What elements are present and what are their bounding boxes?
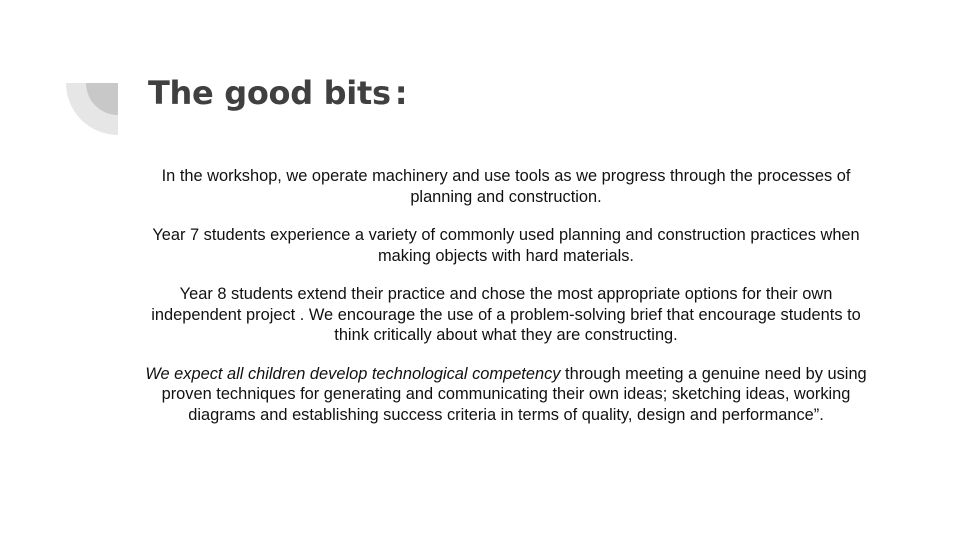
expectation-italic: We expect all children develop technological competency: [145, 364, 561, 383]
corner-arc-decoration: [66, 83, 118, 135]
slide-title-text: The good bits: [148, 74, 391, 112]
paragraph-expectations: [140, 364, 872, 426]
slide-title-colon: :: [394, 74, 408, 112]
paragraph-workshop: In the workshop, we operate machinery and use tools as we progress through the processes of planning and construction.: [161, 167, 851, 206]
slide-title: [148, 74, 407, 112]
expectation-text: through meeting a genuine need by using proven techniques for generating and communicating their own ideas; sketching ideas, working diagrams and establishing success criteria in terms of quality, design and performance”.: [161, 364, 867, 424]
slide-body: [140, 166, 872, 425]
paragraph-year-8: Year 8 students extend their practice and chose the most appropriate options for their own independent project . We encourage the use of a problem-solving brief that encourage students to think critically about what they are constructing.: [151, 285, 861, 344]
paragraph-year-7: Year 7 students experience a variety of commonly used planning and construction practices when making objects with hard materials.: [152, 226, 860, 265]
